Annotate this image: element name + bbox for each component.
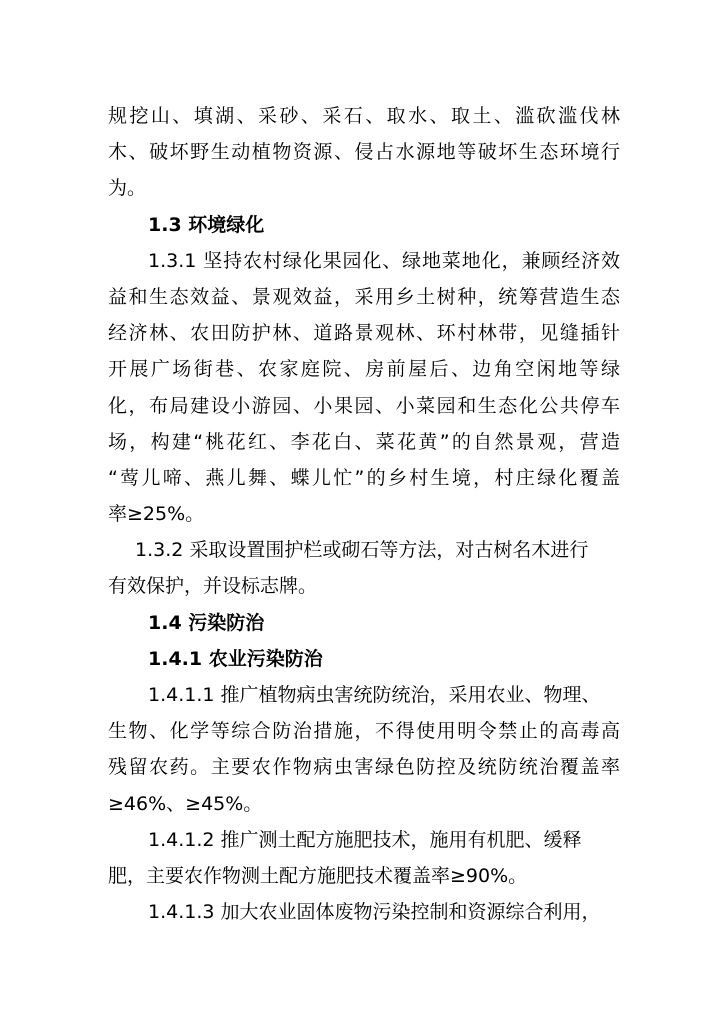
- text-line: 1.4.1.3 加大农业固体废物污染控制和资源综合利用，: [148, 901, 601, 924]
- text-line: 1.4.1.1 推广植物病虫害统防统治，采用农业、物理、: [148, 684, 601, 706]
- text-line: 开展广场街巷、农家庭院、房前屋后、边角空闲地等绿: [108, 358, 620, 381]
- text-line: 肥，主要农作物测土配方施肥技术覆盖率≥90%。: [108, 864, 528, 887]
- text-line: 经济林、农田防护林、道路景观林、环村林带，见缝插针: [108, 322, 620, 345]
- subsection-heading: 1.4.1 农业污染防治: [148, 647, 323, 670]
- text-line: 为。: [108, 177, 147, 200]
- document-page: [108, 98, 620, 930]
- text-line: 规挖山、填湖、采砂、采石、取水、取土、滥砍滥伐林: [108, 105, 620, 127]
- text-line: 1.3.1 坚持农村绿化果园化、绿地菜地化，兼顾经济效: [148, 249, 620, 272]
- text-line: 化，布局建设小游园、小果园、小菜园和生态化公共停车: [108, 394, 620, 417]
- text-line: 1.4.1.2 推广测土配方施肥技术，施用有机肥、缓释: [148, 828, 582, 851]
- text-line: 率≥25%。: [108, 503, 205, 526]
- text-line: 益和生态效益、景观效益，采用乡土树种，统筹营造生态: [108, 285, 620, 308]
- text-line: 生物、化学等综合防治措施，不得使用明令禁止的高毒高: [108, 720, 620, 743]
- text-line: 木、破坏野生动植物资源、侵占水源地等破坏生态环境行: [108, 141, 620, 164]
- text-line: “莺儿啼、燕儿舞、蝶儿忙”的乡村生境，村庄绿化覆盖: [108, 466, 620, 489]
- section-heading: 1.4 污染防治: [148, 611, 265, 634]
- text-line: 1.3.2 采取设置围护栏或砌石等方法，对古树名木进行: [135, 539, 589, 562]
- text-line: 有效保护，并设标志牌。: [108, 575, 318, 598]
- text-line: ≥46%、≥45%。: [108, 792, 263, 815]
- section-heading: 1.3 环境绿化: [148, 213, 265, 236]
- text-line: 场，构建“桃花红、李花白、菜花黄”的自然景观，营造: [108, 430, 620, 453]
- text-line: 残留农药。主要农作物病虫害绿色防控及统防统治覆盖率: [108, 756, 620, 779]
